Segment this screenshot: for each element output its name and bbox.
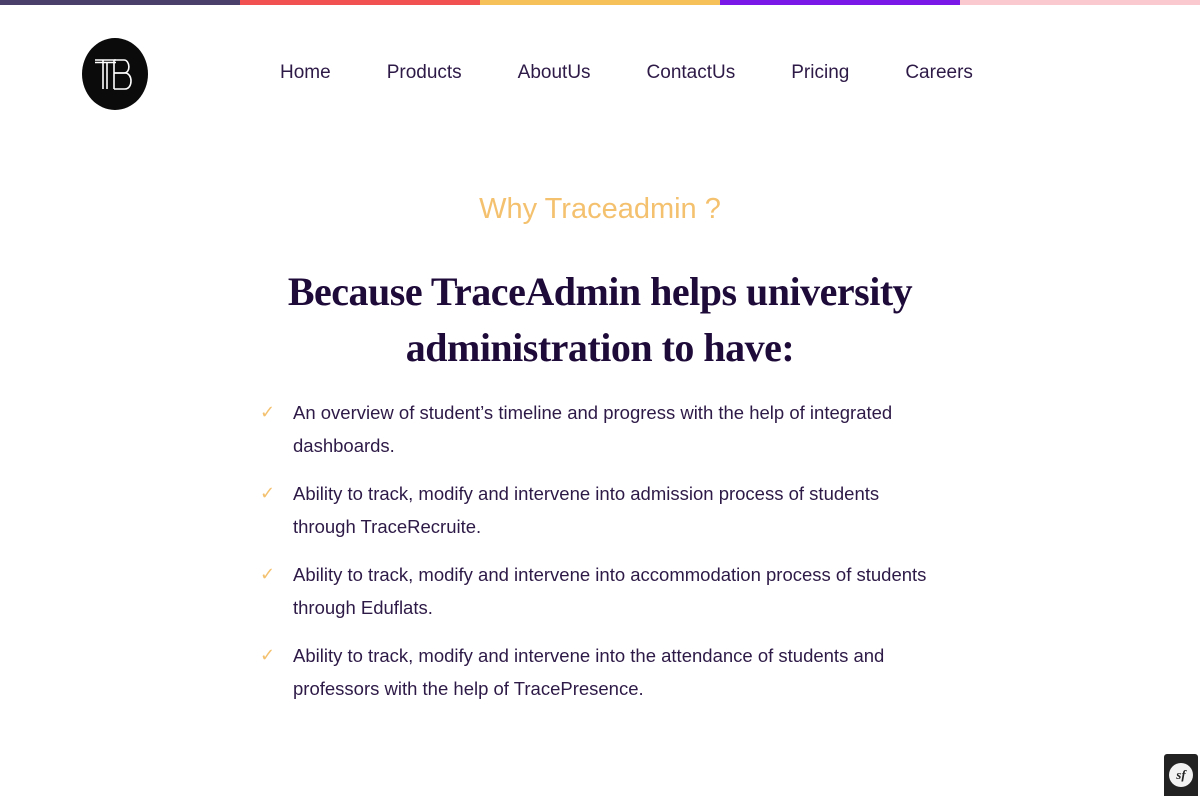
symfony-icon: sf — [1169, 763, 1193, 787]
headline-line-2: administration to have: — [405, 325, 795, 370]
color-bar-segment-2 — [240, 0, 480, 5]
nav-contact-us[interactable]: ContactUs — [646, 62, 736, 83]
section-eyebrow: Why Traceadmin ? — [479, 193, 721, 225]
color-bar-segment-3 — [480, 0, 720, 5]
feature-list — [258, 396, 938, 720]
feature-text: Ability to track, modify and intervene into accommodation process of students through Eduflats. — [293, 564, 927, 618]
color-bar-segment-5 — [960, 0, 1200, 5]
feature-item — [258, 396, 938, 462]
nav-home[interactable]: Home — [280, 62, 331, 83]
feature-text: Ability to track, modify and intervene into admission process of students through TraceRecruite. — [293, 483, 880, 537]
check-icon: ✓ — [260, 645, 276, 665]
logo-link[interactable] — [82, 38, 148, 110]
symfony-debug-toolbar-button[interactable] — [1164, 754, 1198, 796]
nav-about-us[interactable]: AboutUs — [517, 62, 591, 83]
headline-line-1: Because TraceAdmin helps university — [287, 269, 913, 314]
feature-text: Ability to track, modify and intervene into the attendance of students and professors with the help of TracePresence. — [293, 645, 885, 699]
nav-pricing[interactable]: Pricing — [791, 62, 850, 83]
nav-careers[interactable]: Careers — [905, 62, 973, 83]
check-icon: ✓ — [260, 483, 276, 503]
feature-item — [258, 558, 938, 624]
color-bar-segment-1 — [0, 0, 240, 5]
check-icon: ✓ — [260, 564, 276, 584]
feature-item — [258, 477, 938, 543]
color-bar-segment-4 — [720, 0, 960, 5]
feature-text: An overview of student’s timeline and progress with the help of integrated dashboards. — [293, 402, 893, 456]
main-nav — [280, 62, 973, 84]
logo-monogram-icon — [92, 54, 138, 94]
feature-item — [258, 639, 938, 705]
check-icon: ✓ — [260, 402, 276, 422]
nav-products[interactable]: Products — [386, 62, 462, 83]
top-color-bar — [0, 0, 1200, 5]
section-headline — [0, 264, 1200, 376]
